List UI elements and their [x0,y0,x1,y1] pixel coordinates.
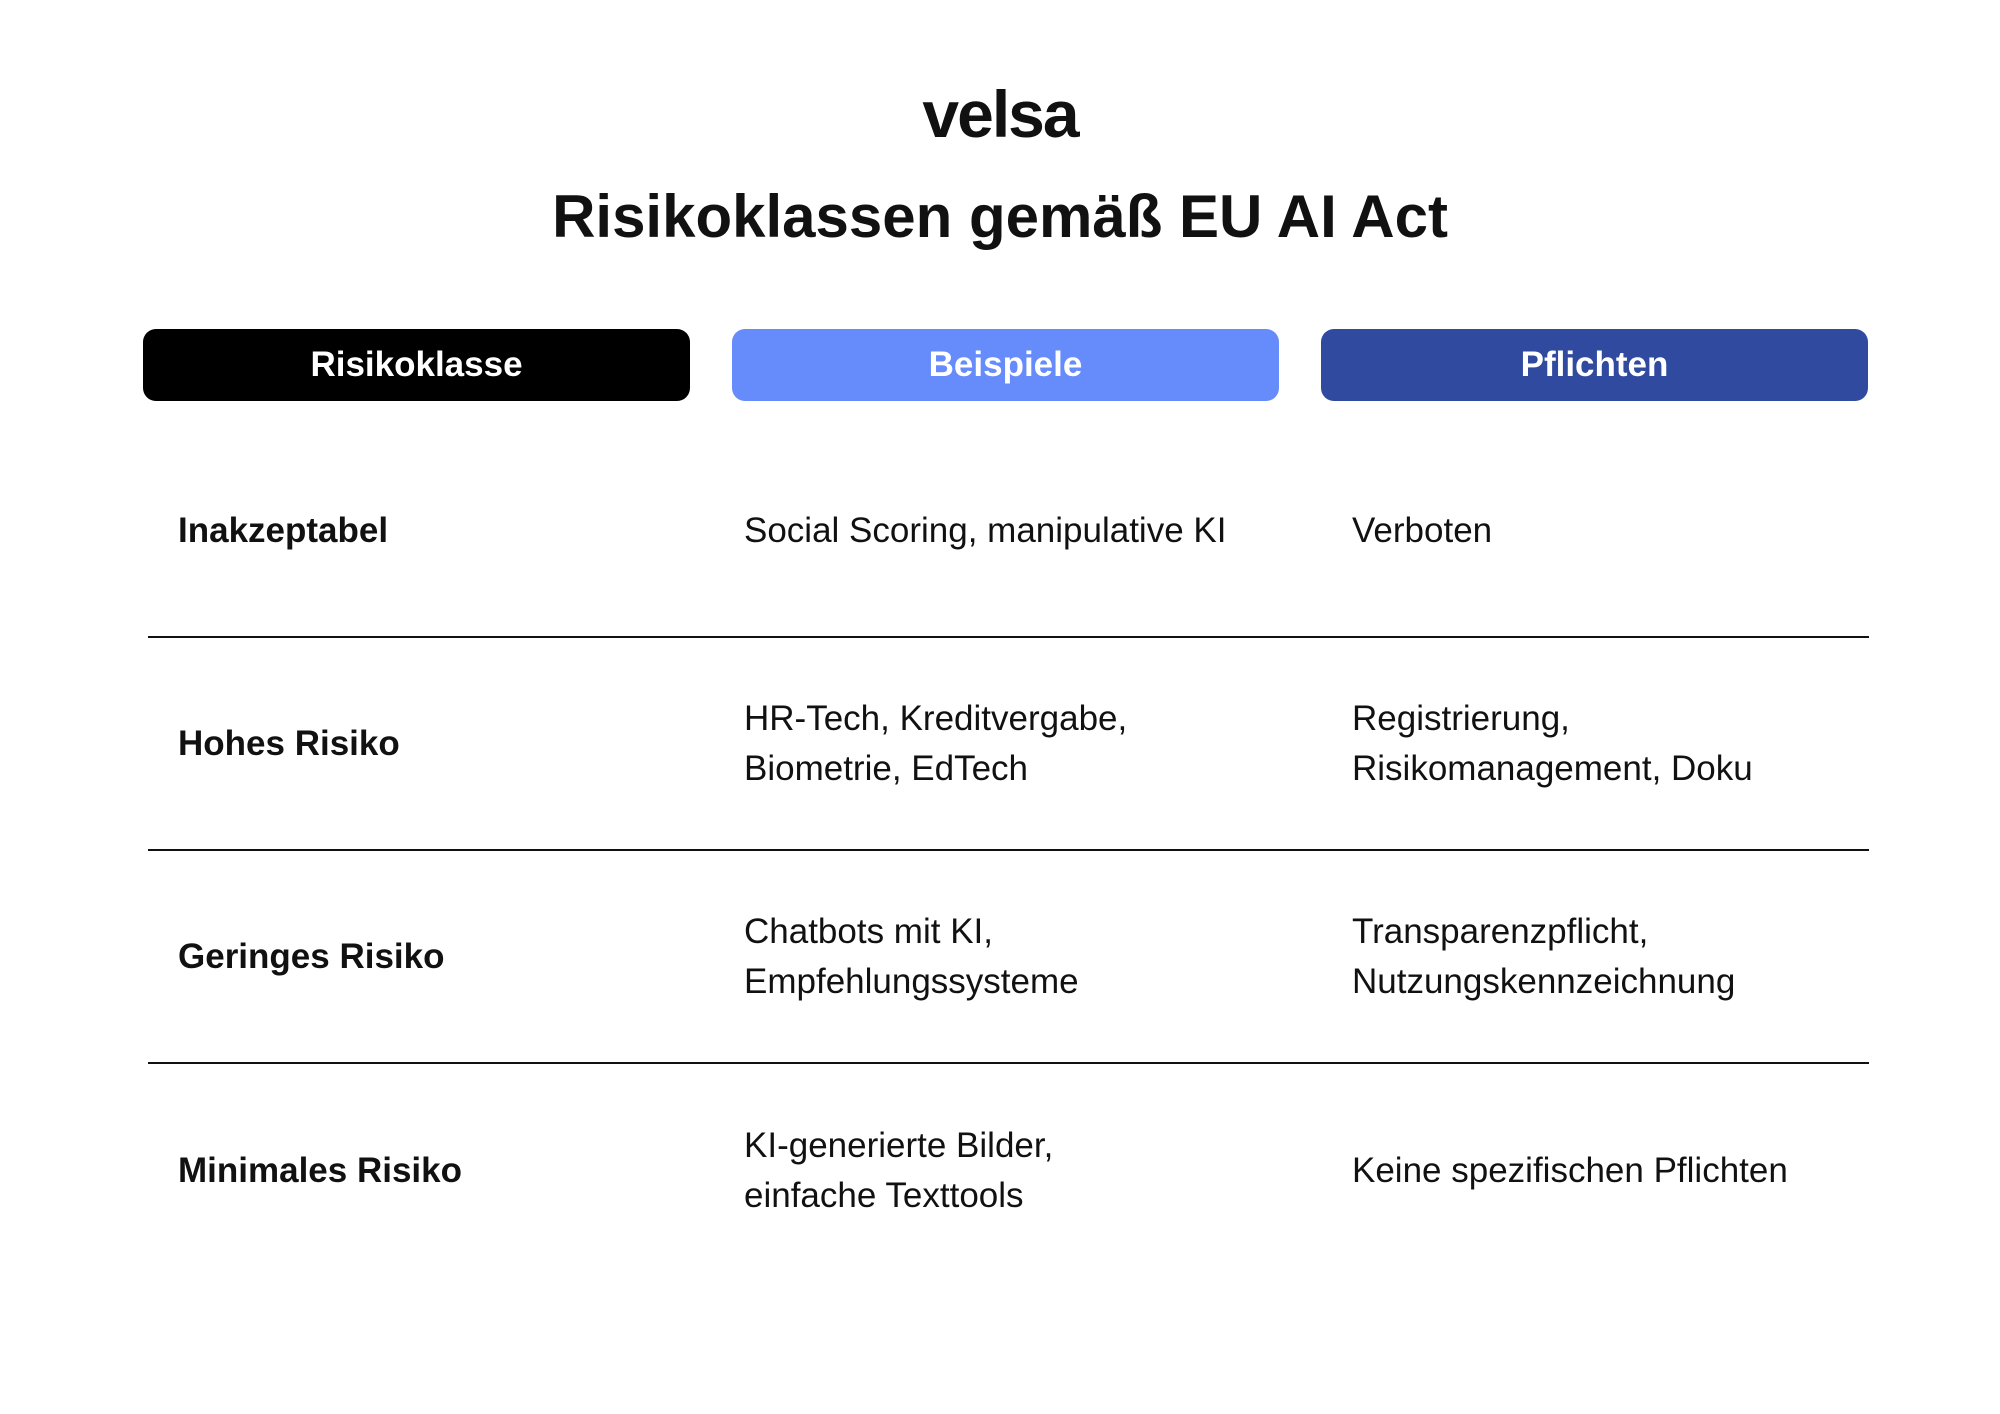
obligations-cell: Transparenzpflicht, Nutzungskennzeichnung [1352,911,1736,1001]
table-row [148,638,1869,851]
page-title: Risikoklassen gemäß EU AI Act [552,183,1448,250]
obligations-cell: Verboten [1352,510,1493,550]
column-header-risikoklasse: Risikoklasse [143,329,690,401]
risk-class-cell: Geringes Risiko [178,936,445,976]
table-row [148,1064,1869,1277]
table-row [148,425,1869,638]
examples-cell: Chatbots mit KI, Empfehlungssysteme [744,911,1079,1001]
velsa-logo: velsa [922,77,1078,151]
examples-cell: HR-Tech, Kreditvergabe, Biometrie, EdTech [744,698,1128,788]
obligations-cell: Keine spezifischen Pflichten [1352,1150,1788,1190]
risk-class-cell: Inakzeptabel [178,510,389,550]
column-header-beispiele: Beispiele [732,329,1279,401]
obligations-cell: Registrierung, Risikomanagement, Doku [1352,698,1753,788]
table-row [148,851,1869,1064]
column-header-pflichten: Pflichten [1321,329,1868,401]
examples-cell: KI-generierte Bilder, einfache Texttools [744,1125,1054,1215]
risk-class-cell: Minimales Risiko [178,1150,462,1190]
examples-cell: Social Scoring, manipulative KI [744,510,1227,550]
risk-class-cell: Hohes Risiko [178,723,400,763]
